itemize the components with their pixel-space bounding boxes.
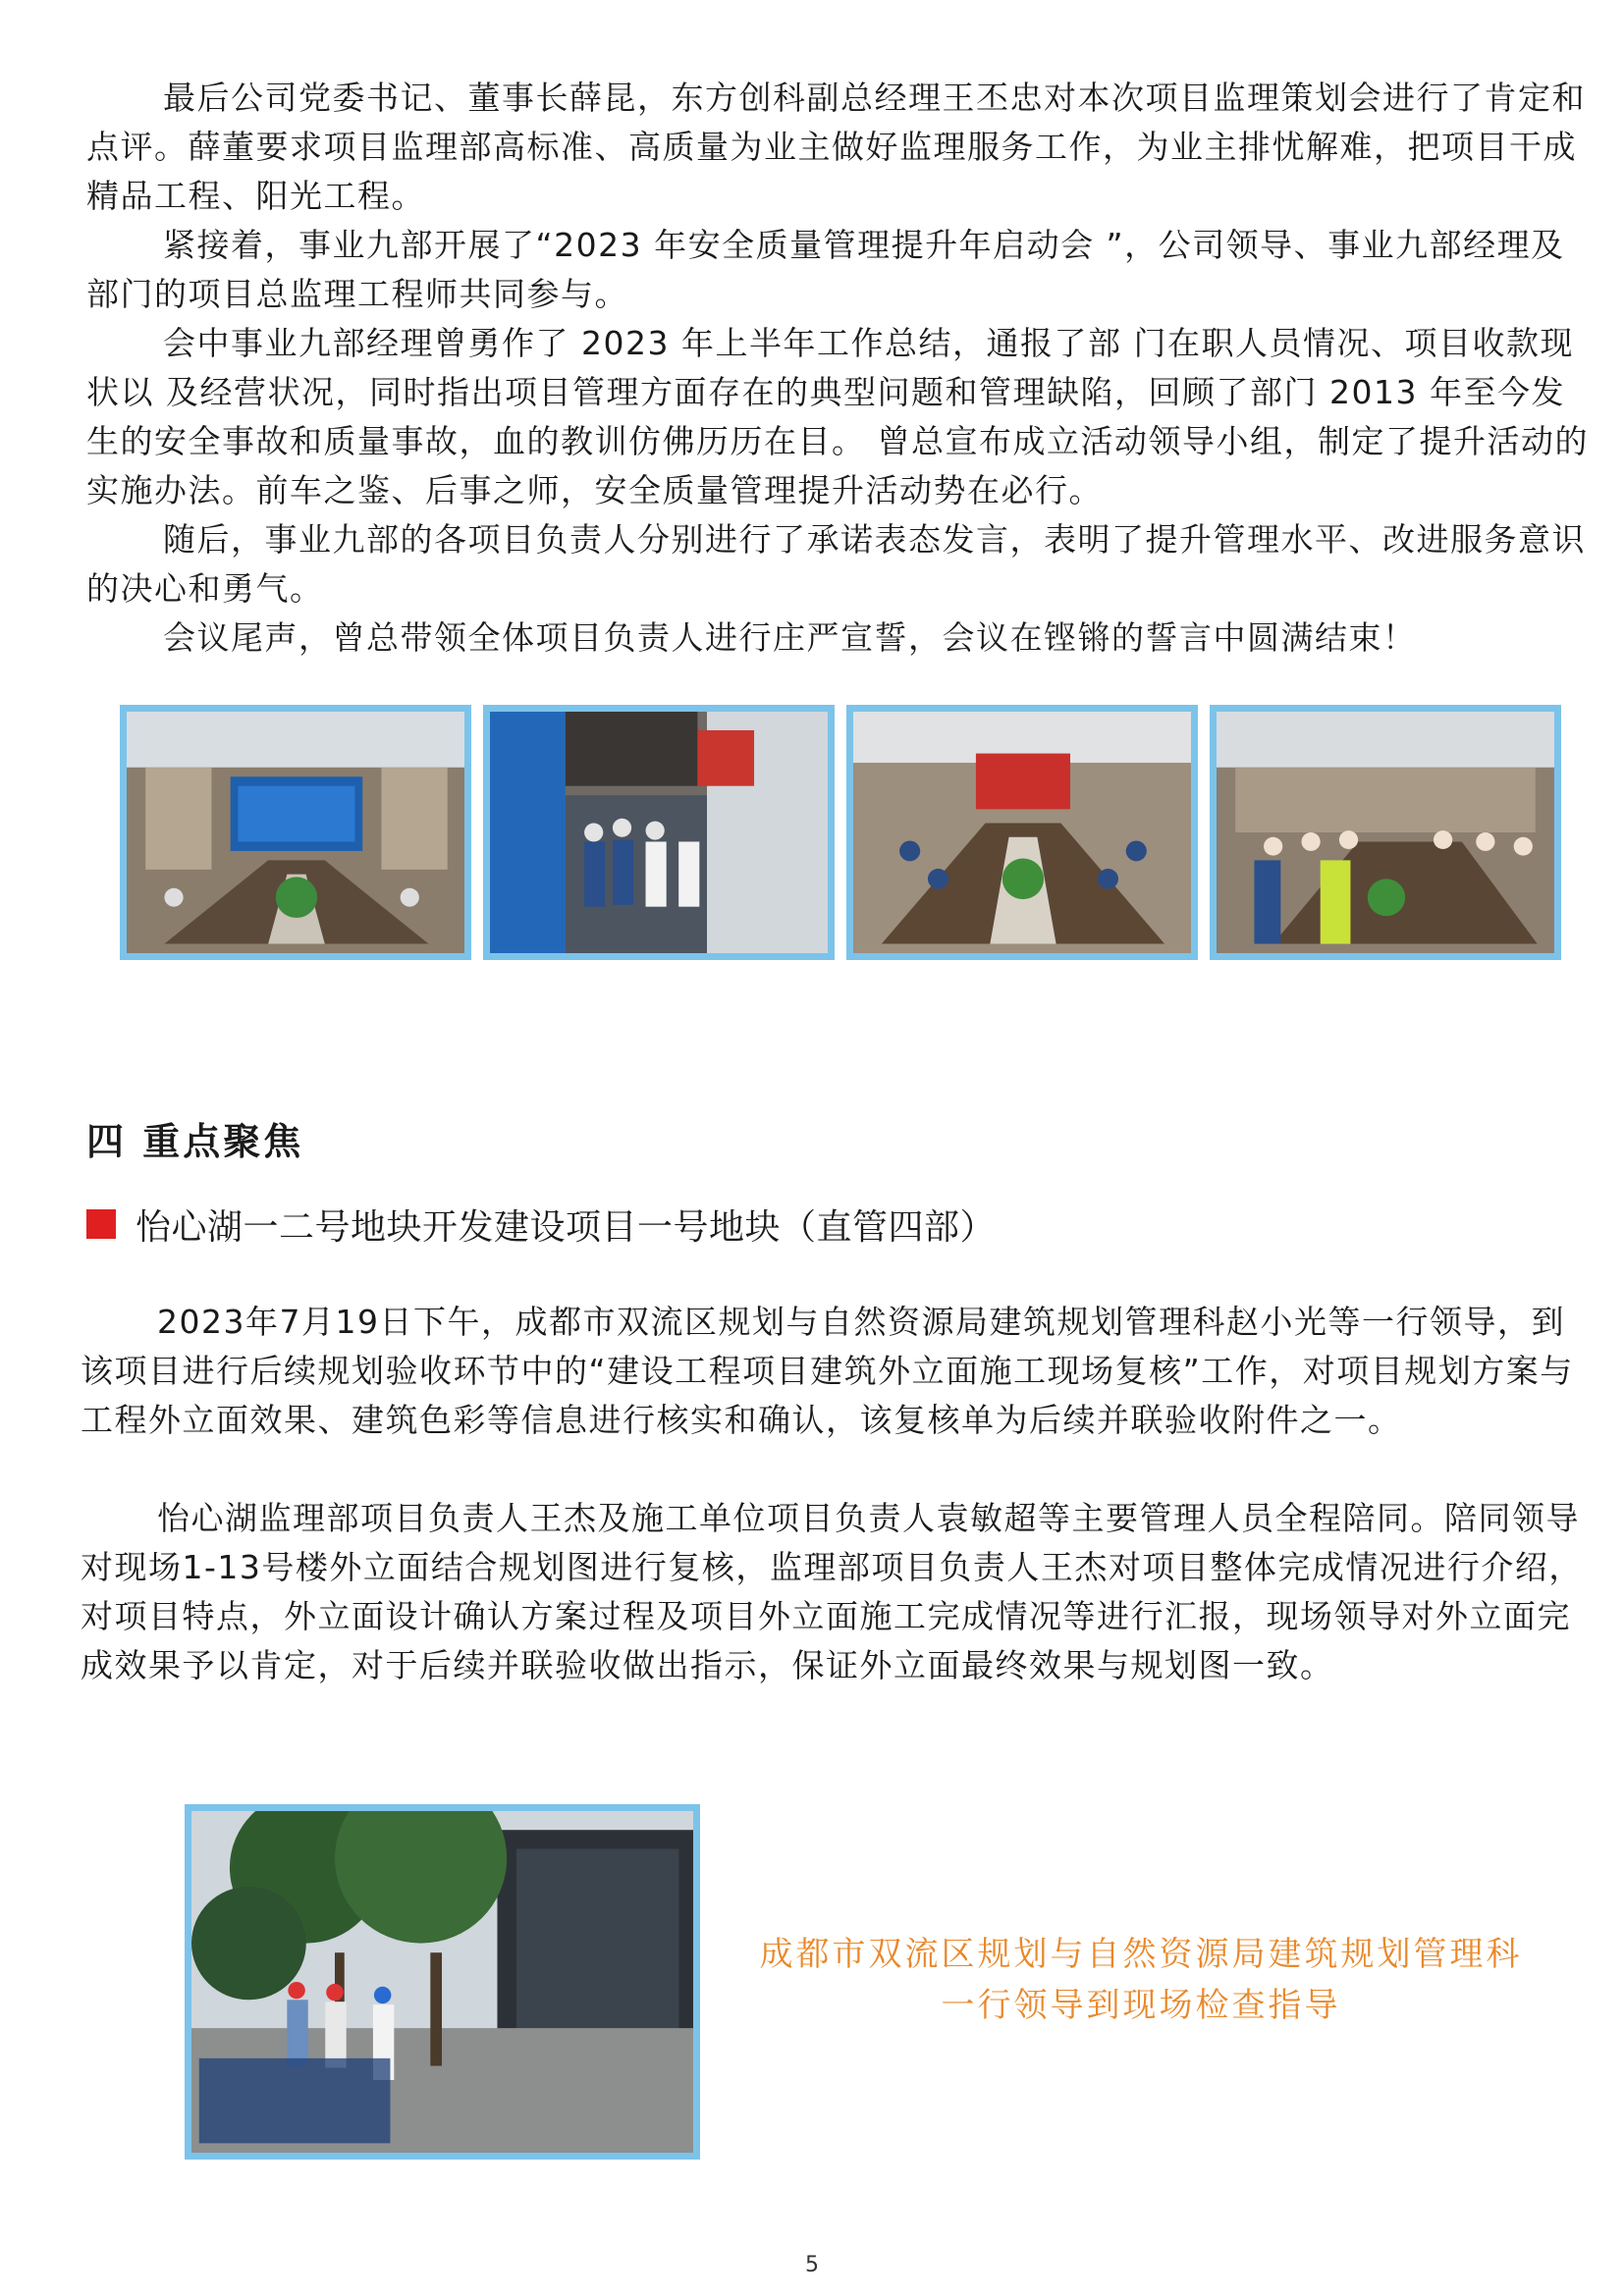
meeting-photo-2 [483, 705, 835, 960]
paragraph-review: 最后公司党委书记、董事长薛昆，东方创科副总经理王丕忠对本次项目监理策划会进行了肯定和点评。薛董要求项目监理部高标准、高质量为业主做好监理服务工作，为业主排忧解难，把项目干成精品工程、阳光工程。 [86, 79, 1586, 215]
page-number: 5 [805, 2253, 819, 2277]
red-square-marker [86, 1209, 116, 1239]
subsection-title: 怡心湖一二号地块开发建设项目一号地块（直管四部） [135, 1206, 997, 1248]
paragraph-commitment: 随后，事业九部的各项目负责人分别进行了承诺表态发言，表明了提升管理水平、改进服务意识的决心和勇气。 [86, 520, 1586, 608]
meeting-photo-3 [846, 705, 1198, 960]
caption-line-2: 一行领导到现场检查指导 [941, 1986, 1341, 2025]
caption-line-1: 成都市双流区规划与自然资源局建筑规划管理科 [759, 1935, 1523, 1974]
paragraph-kickoff: 紧接着，事业九部开展了“2023 年安全质量管理提升年启动会 ”，公司领导、事业九部经理及部门的项目总监理工程师共同参与。 [86, 226, 1565, 313]
paragraph-inspection: 2023年7月19日下午，成都市双流区规划与自然资源局建筑规划管理科赵小光等一行领导，到该项目进行后续规划验收环节中的“建设工程项目建筑外立面施工现场复核”工作，对项目规划方案与工程外立面效果、建筑色彩等信息进行核实和确认，该复核单为后续并联验收附件之一。 [81, 1303, 1574, 1439]
site-inspection-photo [185, 1804, 700, 2160]
section-title: 四 重点聚焦 [86, 1120, 304, 1163]
subsection-heading [86, 1200, 996, 1249]
paragraph-oath: 会议尾声，曾总带领全体项目负责人进行庄严宣誓，会议在铿锵的誓言中圆满结束！ [163, 618, 1417, 657]
meeting-photo-1 [120, 705, 471, 960]
paragraph-accompany: 怡心湖监理部项目负责人王杰及施工单位项目负责人袁敏超等主要管理人员全程陪同。陪同领导对现场1-13号楼外立面结合规划图进行复核，监理部项目负责人王杰对项目整体完成情况进行介绍，对项目特点，外立面设计确认方案过程及项目外立面施工完成情况等进行汇报，现场领导对外立面完成效果予以肯定，对于后续并联验收做出指示，保证外立面最终效果与规划图一致。 [81, 1499, 1583, 1684]
meeting-photo-4 [1210, 705, 1561, 960]
photo-caption [709, 1929, 1573, 2031]
paragraph-summary: 会中事业九部经理曾勇作了 2023 年上半年工作总结，通报了部 门在职人员情况、项目收款现状以 及经营状况，同时指出项目管理方面存在的典型问题和管理缺陷，回顾了部门 2013 年至今发生的安全事故和质量事故，血的教训仿佛历历在目。 曾总宣布成立活动领导小组，制定了提升活动的实施办法。前车之鉴、后事之师，安全质量管理提升活动势在必行。 [86, 324, 1589, 509]
